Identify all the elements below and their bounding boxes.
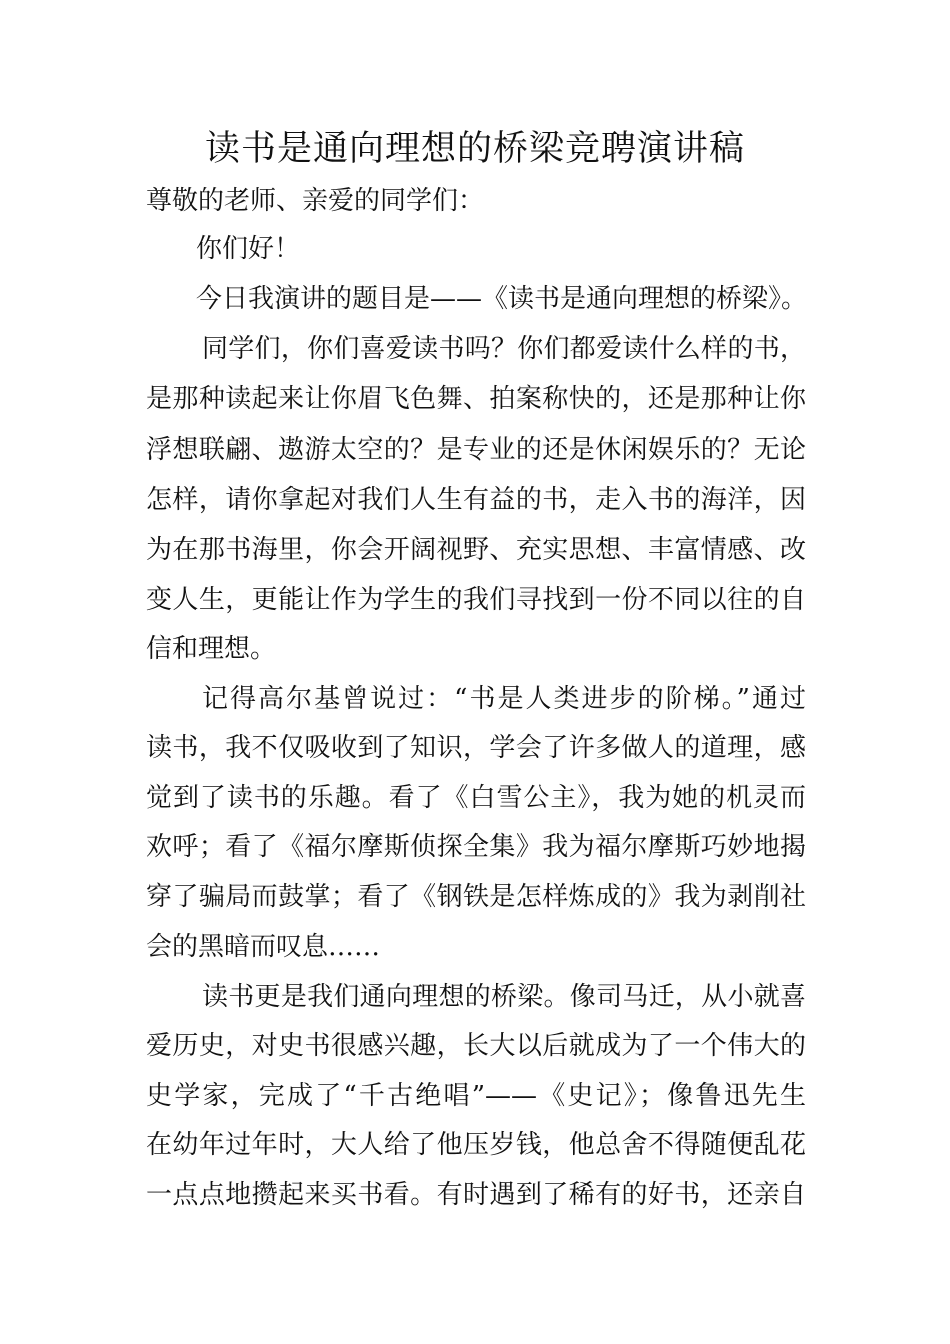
document-title: 读书是通向理想的桥梁竞聘演讲稿	[204, 129, 745, 169]
paragraph-line: 记得高尔基曾说过：“书是人类进步的阶梯。”通过	[202, 684, 806, 714]
paragraph-line: 变人生，更能让作为学生的我们寻找到一份不同以往的自	[146, 585, 806, 615]
paragraph-line: 读书，我不仅吸收到了知识，学会了许多做人的道理，感	[146, 733, 806, 763]
salutation-line: 尊敬的老师、亲爱的同学们：	[146, 186, 485, 216]
paragraph-line: 在幼年过年时，大人给了他压岁钱，他总舍不得随便乱花	[146, 1130, 806, 1160]
paragraph-line: 穿了骗局而鼓掌；看了《钢铁是怎样炼成的》我为剥削社	[146, 882, 806, 912]
paragraph-line: 浮想联翩、遨游太空的？是专业的还是休闲娱乐的？无论	[146, 435, 806, 465]
paragraph-line: 是那种读起来让你眉飞色舞、拍案称快的，还是那种让你	[146, 384, 806, 414]
paragraph-line: 一点点地攒起来买书看。有时遇到了稀有的好书，还亲自	[146, 1180, 806, 1210]
paragraph-line: 爱历史，对史书很感兴趣，长大以后就成为了一个伟大的	[146, 1031, 806, 1061]
paragraph-line: 史学家，完成了“千古绝唱”——《史记》；像鲁迅先生	[146, 1081, 806, 1111]
paragraph-line: 读书更是我们通向理想的桥梁。像司马迁，从小就喜	[202, 982, 806, 1012]
paragraph-line: 会的黑暗而叹息……	[146, 932, 381, 962]
greeting-line: 你们好！	[196, 234, 301, 264]
paragraph-line: 欢呼；看了《福尔摩斯侦探全集》我为福尔摩斯巧妙地揭	[146, 832, 806, 862]
topic-line: 今日我演讲的题目是——《读书是通向理想的桥梁》。	[196, 284, 808, 314]
paragraph-line: 觉到了读书的乐趣。看了《白雪公主》，我为她的机灵而	[146, 783, 806, 813]
paragraph-line: 信和理想。	[146, 634, 277, 664]
paragraph-line: 怎样，请你拿起对我们人生有益的书，走入书的海洋，因	[146, 485, 806, 515]
paragraph-line: 为在那书海里，你会开阔视野、充实思想、丰富情感、改	[146, 535, 806, 565]
paragraph-line: 同学们，你们喜爱读书吗？你们都爱读什么样的书，	[202, 334, 806, 364]
